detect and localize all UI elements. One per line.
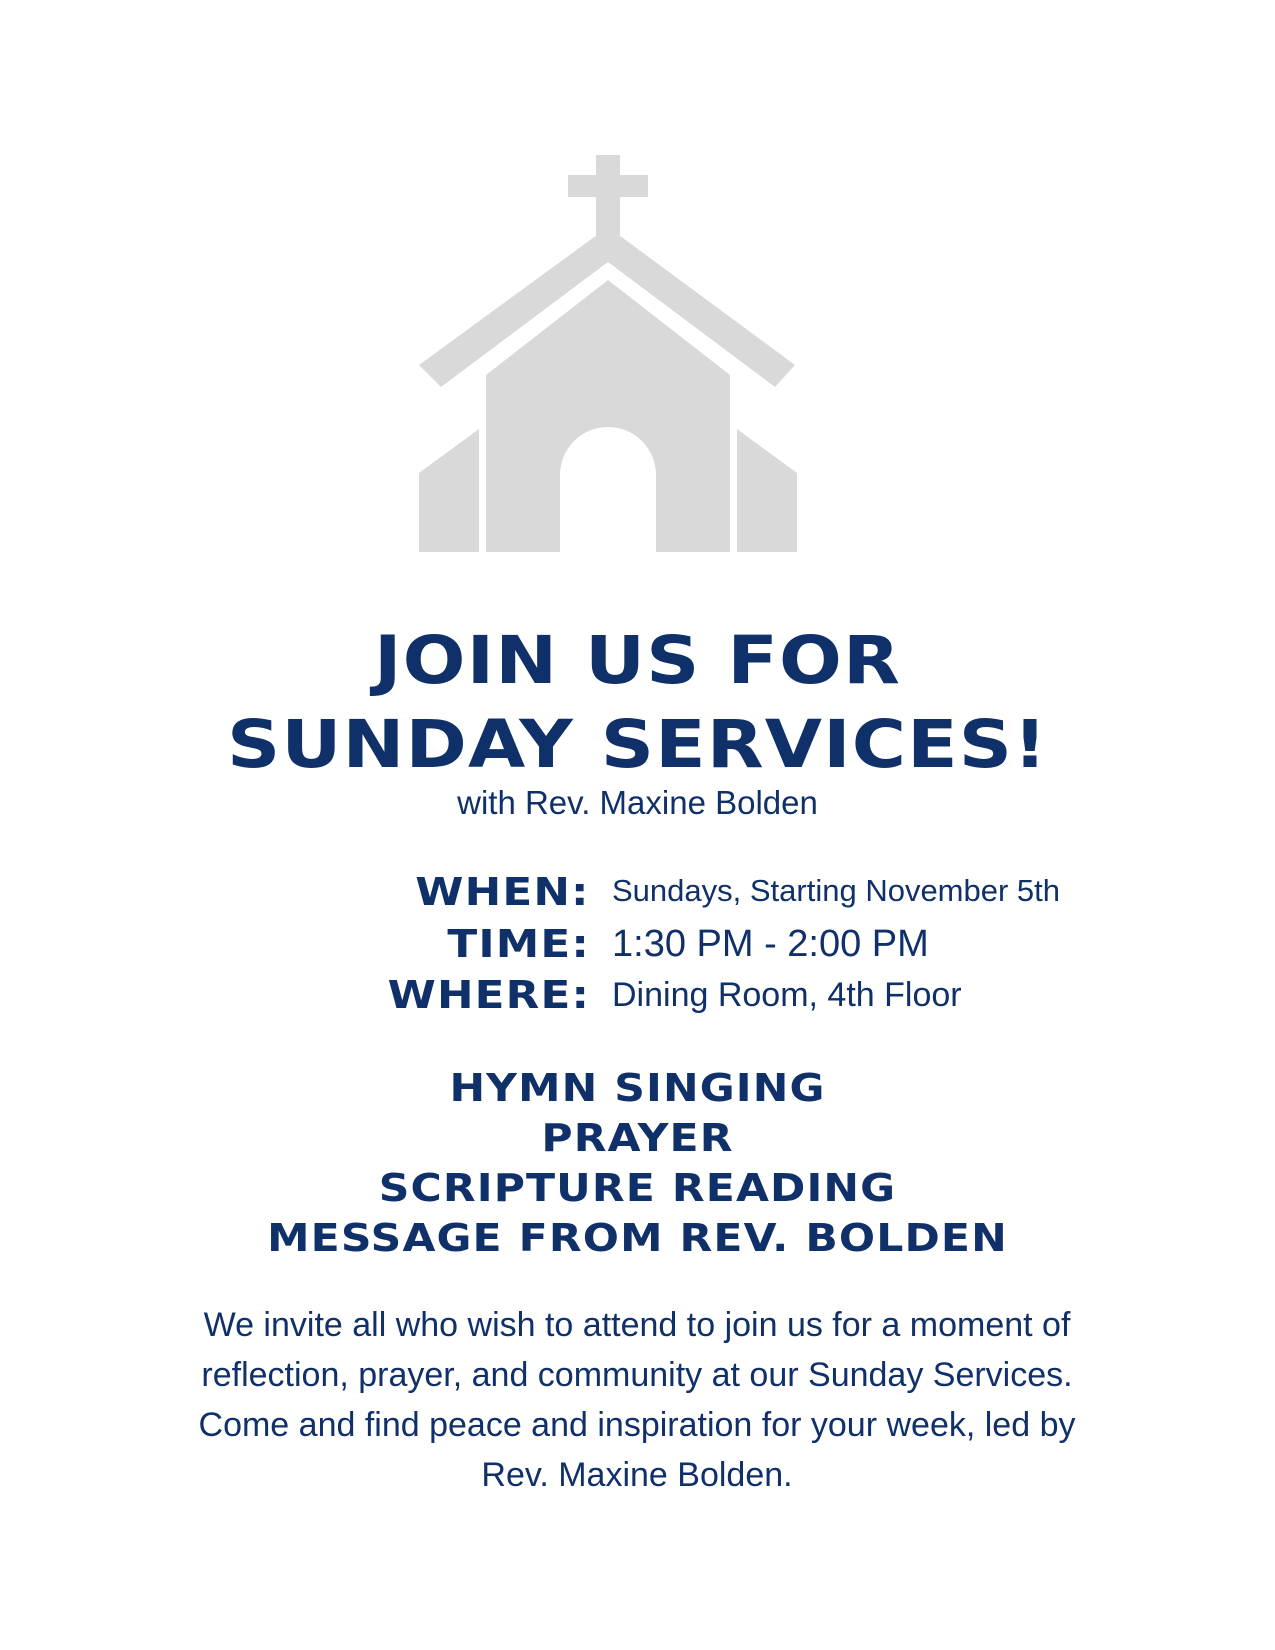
when-label: WHEN: (415, 870, 590, 914)
activity-item: PRAYER (541, 1116, 734, 1160)
where-label: WHERE: (387, 973, 590, 1017)
description-paragraph: We invite all who wish to attend to join us for a moment of reflection, prayer, and community at our Sunday Services. Come and find peace and inspiration for your week, led by Rev. Maxine Bolden. (198, 1306, 1076, 1494)
headline-line-1: JOIN US FOR (373, 622, 902, 699)
time-label: TIME: (447, 922, 590, 966)
activity-item: HYMN SINGING (449, 1066, 826, 1110)
where-value: Dining Room, 4th Floor (612, 976, 962, 1014)
when-value: Sundays, Starting November 5th (612, 873, 1061, 908)
subtitle: with Rev. Maxine Bolden (457, 784, 818, 821)
time-value: 1:30 PM - 2:00 PM (612, 923, 929, 965)
detail-row-time (0, 922, 1275, 975)
detail-row-where (0, 973, 1275, 1026)
headline-line-2: SUNDAY SERVICES! (227, 706, 1048, 783)
activity-item: SCRIPTURE READING (378, 1166, 897, 1210)
activity-list (0, 1063, 1275, 1263)
church-icon (419, 155, 856, 565)
detail-row-when (0, 870, 1275, 923)
activity-item: MESSAGE FROM REV. BOLDEN (267, 1216, 1008, 1260)
